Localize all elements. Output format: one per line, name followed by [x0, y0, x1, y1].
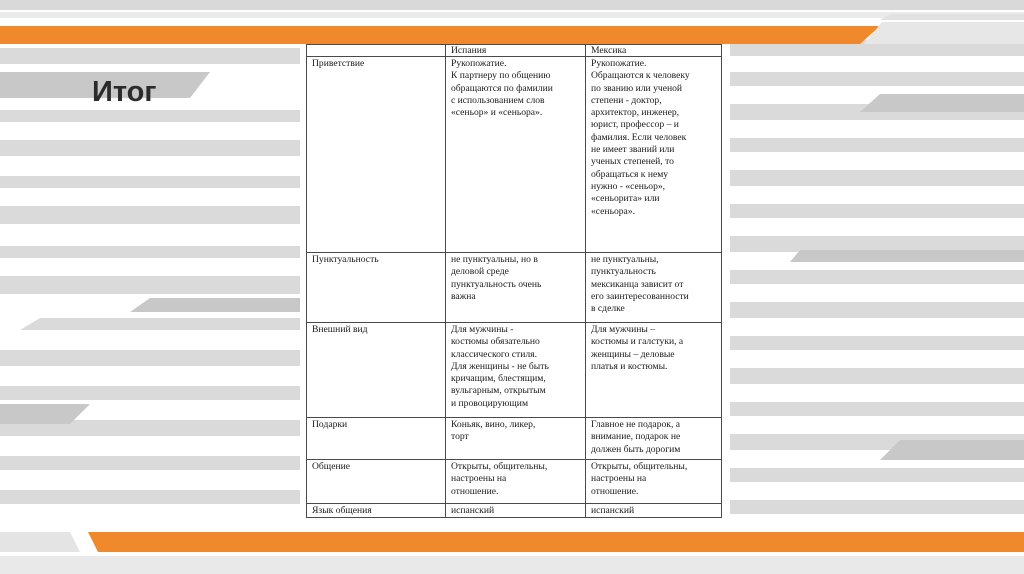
- cell-spain: [446, 504, 586, 518]
- cell-text-line: костюмы обязательно: [451, 336, 540, 348]
- row-label: Пунктуальность: [307, 253, 446, 323]
- cell-text-line: настроены на: [591, 473, 647, 485]
- cell-text-line: ученых степеней, то: [591, 156, 674, 168]
- cell-text-line: торт: [451, 431, 469, 443]
- header-cell-mexico: Мексика: [586, 45, 722, 57]
- cell-text-line: архитектор, инженер,: [591, 107, 680, 119]
- cell-text-line: «сеньора».: [591, 205, 635, 217]
- row-label: Общение: [307, 460, 446, 504]
- cell-text-line: и провоцирующим: [451, 397, 529, 409]
- cell-text-line: настроены на: [451, 473, 507, 485]
- table-header-row: [307, 45, 722, 57]
- cell-mexico: [586, 504, 722, 518]
- cell-text-line: юрист, профессор – и: [591, 119, 679, 131]
- cell-text-line: Открыты, общительны,: [451, 461, 548, 472]
- table-row: [307, 460, 722, 504]
- cell-spain: [446, 323, 586, 418]
- cell-text-line: не пунктуальны,: [591, 254, 659, 265]
- cell-mexico: [586, 460, 722, 504]
- comparison-table: [306, 44, 722, 518]
- cell-text-line: пунктуальность: [591, 266, 656, 278]
- cell-text-line: Для мужчины –: [591, 324, 656, 335]
- cell-text-line: пунктуальность очень: [451, 278, 542, 290]
- cell-spain: [446, 57, 586, 253]
- table-row: [307, 418, 722, 460]
- table-row: [307, 323, 722, 418]
- cell-text-line: с использованием слов: [451, 94, 545, 106]
- cell-text-line: платья и костюмы.: [591, 360, 668, 372]
- cell-text-line: Открыты, общительны,: [591, 461, 688, 472]
- cell-text-line: кричащим, блестящим,: [451, 373, 546, 385]
- row-label: Язык общения: [307, 504, 446, 518]
- cell-mexico: [586, 323, 722, 418]
- cell-mexico: [586, 57, 722, 253]
- table-body: [307, 57, 722, 518]
- slide-title: Итог: [92, 76, 157, 108]
- cell-text-line: степени - доктор,: [591, 94, 662, 106]
- cell-text-line: «сеньор» и «сеньора».: [451, 107, 543, 119]
- cell-text-line: деловой среде: [451, 266, 509, 278]
- cell-text-line: Обращаются к человеку: [591, 70, 690, 82]
- cell-text-line: испанский: [591, 505, 635, 516]
- table-row: [307, 57, 722, 253]
- cell-text-line: мексиканца зависит от: [591, 278, 684, 290]
- table-row: [307, 253, 722, 323]
- cell-text-line: К партнеру по общению: [451, 70, 551, 82]
- cell-text-line: Для мужчины -: [451, 324, 514, 335]
- cell-mexico: [586, 418, 722, 460]
- cell-text-line: отношение.: [591, 485, 639, 497]
- cell-mexico: [586, 253, 722, 323]
- cell-text-line: отношение.: [451, 485, 499, 497]
- cell-text-line: его заинтересованности: [591, 290, 689, 302]
- cell-spain: [446, 418, 586, 460]
- table-row: [307, 504, 722, 518]
- cell-text-line: обращаться к нему: [591, 168, 669, 180]
- cell-text-line: внимание, подарок не: [591, 431, 681, 443]
- cell-spain: [446, 460, 586, 504]
- row-label: Внешний вид: [307, 323, 446, 418]
- row-label: Приветствие: [307, 57, 446, 253]
- cell-text-line: фамилия. Если человек: [591, 131, 687, 143]
- cell-text-line: должен быть дорогим: [591, 443, 681, 455]
- header-cell-empty: [307, 45, 446, 57]
- cell-text-line: не имеет званий или: [591, 144, 675, 156]
- header-cell-spain: Испания: [446, 45, 586, 57]
- cell-text-line: Для женщины - не быть: [451, 360, 549, 372]
- comparison-table-image: [306, 44, 722, 522]
- cell-text-line: в сделке: [591, 303, 625, 315]
- cell-text-line: обращаются по фамилии: [451, 82, 553, 94]
- row-label: Подарки: [307, 418, 446, 460]
- cell-text-line: классического стиля.: [451, 348, 537, 360]
- cell-text-line: не пунктуальны, но в: [451, 254, 538, 265]
- cell-text-line: Коньяк, вино, ликер,: [451, 419, 536, 430]
- cell-text-line: вульгарным, открытым: [451, 385, 546, 397]
- cell-text-line: испанский: [451, 505, 495, 516]
- cell-text-line: женщины – деловые: [591, 348, 675, 360]
- cell-text-line: костюмы и галстуки, а: [591, 336, 684, 348]
- cell-text-line: Главное не подарок, а: [591, 419, 680, 430]
- cell-text-line: Рукопожатие.: [451, 58, 507, 69]
- cell-text-line: Рукопожатие.: [591, 58, 647, 69]
- cell-text-line: «сеньорита» или: [591, 193, 660, 205]
- cell-spain: [446, 253, 586, 323]
- cell-text-line: важна: [451, 290, 476, 302]
- cell-text-line: нужно - «сеньор»,: [591, 180, 666, 192]
- cell-text-line: по званию или ученой: [591, 82, 683, 94]
